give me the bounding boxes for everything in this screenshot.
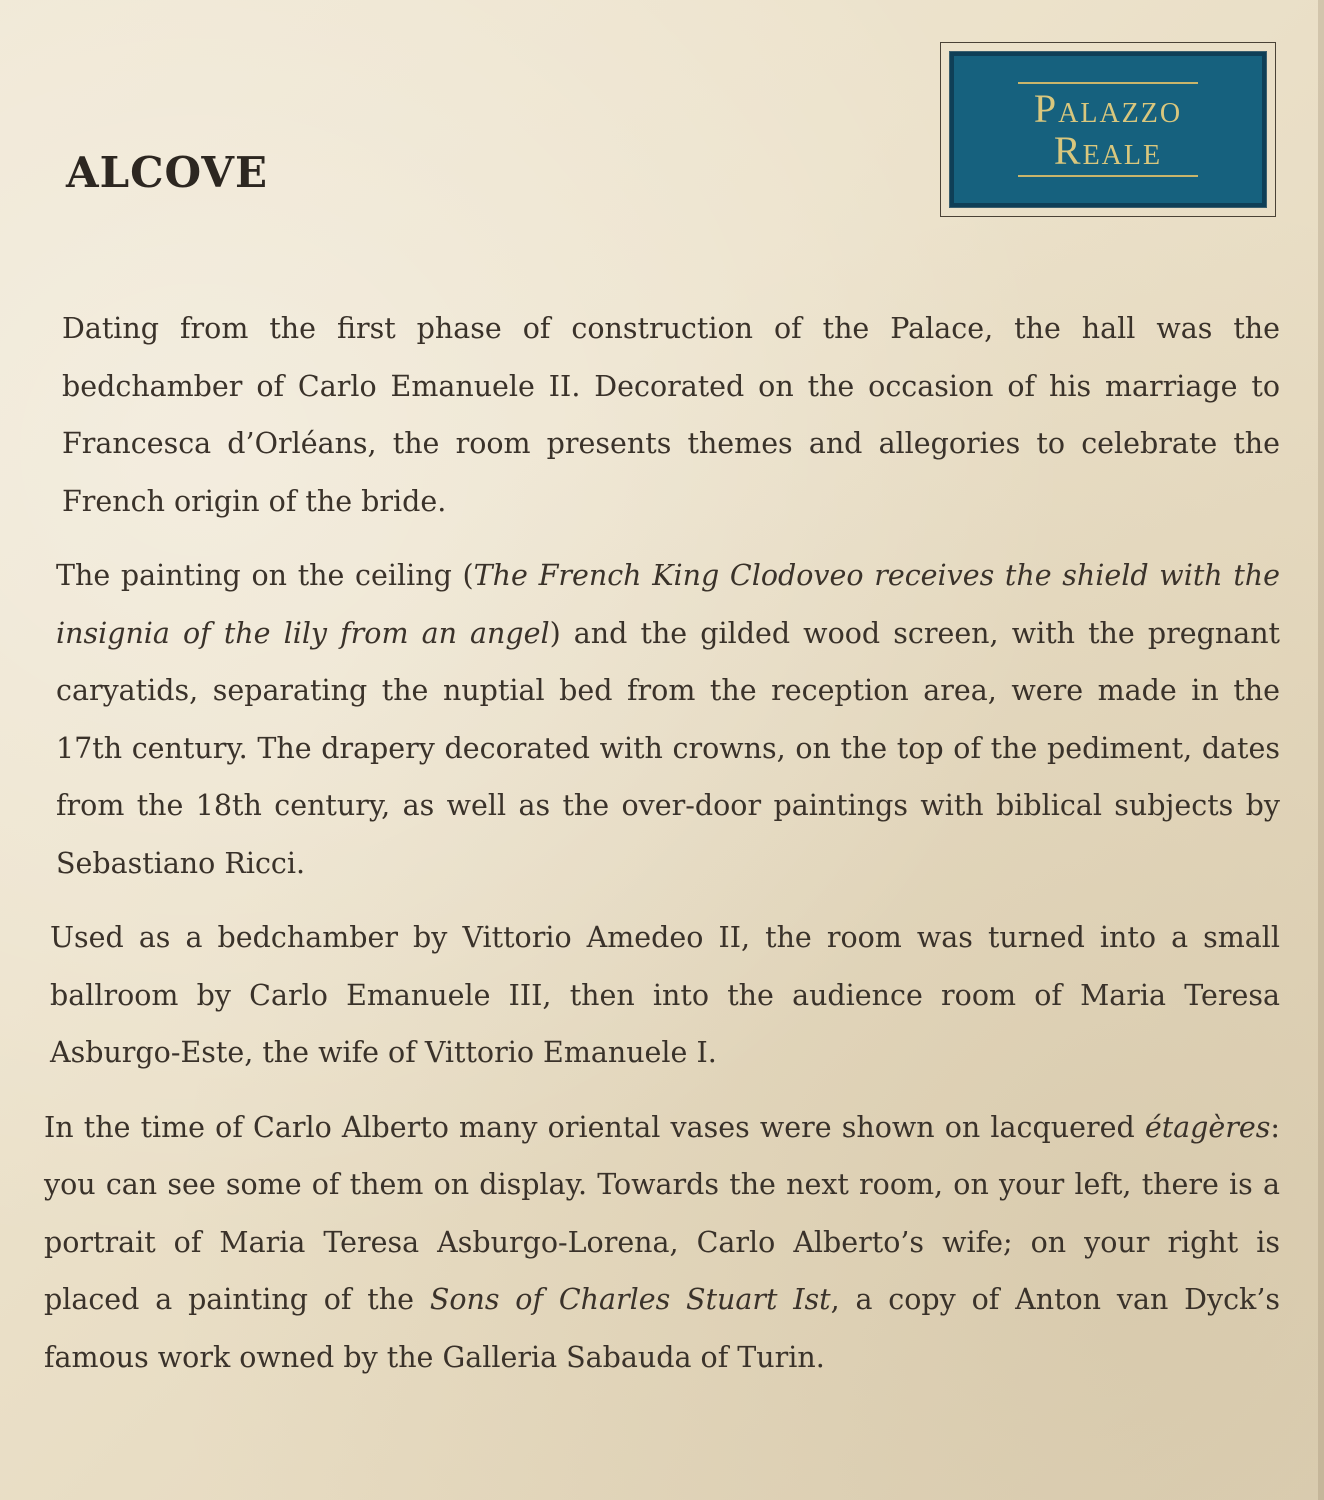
- paragraph-4-text-end: , a copy of Anton van Dyck’s famous work owned by the Galleria Sabauda of Turin.: [44, 1283, 1281, 1374]
- paragraph-4-text-cont: : you can see some of them on display. Towards the next room, on your left, there is a portrait of Maria Teresa Asburgo-Lorena, Carlo Alberto’s wife; on your right is placed a painting of the: [44, 1110, 1280, 1316]
- paragraph-4-text: In the time of Carlo Alberto many oriental vases were shown on lacquered: [44, 1110, 1145, 1144]
- paragraph-2-text: The painting on the ceiling (: [56, 559, 474, 592]
- etageres-term: étagères: [1144, 1110, 1271, 1144]
- logo-bottom-rule: [1018, 175, 1198, 177]
- paragraph-4: [44, 1099, 1280, 1387]
- paragraph-2-text-cont: ) and the gilded wood screen, with the pregnant caryatids, separating the nuptial bed from the reception area, were made in the 17th century. The drapery decorated with crowns, on the top of the pediment, dates from the 18th century, as well as the over-door paintings with biblical subjects by Sebastiano Ricci.: [56, 616, 1281, 880]
- paragraph-2: [44, 547, 1280, 892]
- logo-text: [954, 88, 1262, 172]
- logo-line-2: Reale: [1053, 128, 1163, 173]
- logo-plate: [950, 52, 1266, 207]
- painting-title-sons: Sons of Charles Stuart Ist: [429, 1283, 831, 1316]
- paragraph-3: [44, 909, 1280, 1082]
- description-text: [44, 300, 1280, 1403]
- logo-line-1: Palazzo: [1033, 86, 1183, 131]
- paragraph-1: [44, 300, 1280, 530]
- paragraph-1-text: Dating from the first phase of construction of the Palace, the hall was the bedchamber of Carlo Emanuele II. Decorated on the occasion of his marriage to Francesca d’Orléans, the room presents themes and allegories to celebrate the French origin of the bride.: [62, 312, 1280, 518]
- page-title: ALCOVE: [66, 148, 268, 197]
- painting-title: The French King Clodoveo receives the shield with the insignia of the lily from an angel: [56, 559, 1280, 650]
- paragraph-3-text: Used as a bedchamber by Vittorio Amedeo II, the room was turned into a small ballroom by Carlo Emanuele III, then into the audience room of Maria Teresa Asburgo-Este, the wife of Vittorio Emanuele I.: [50, 921, 1280, 1069]
- palazzo-reale-logo: [940, 42, 1276, 217]
- logo-top-rule: [1018, 82, 1198, 84]
